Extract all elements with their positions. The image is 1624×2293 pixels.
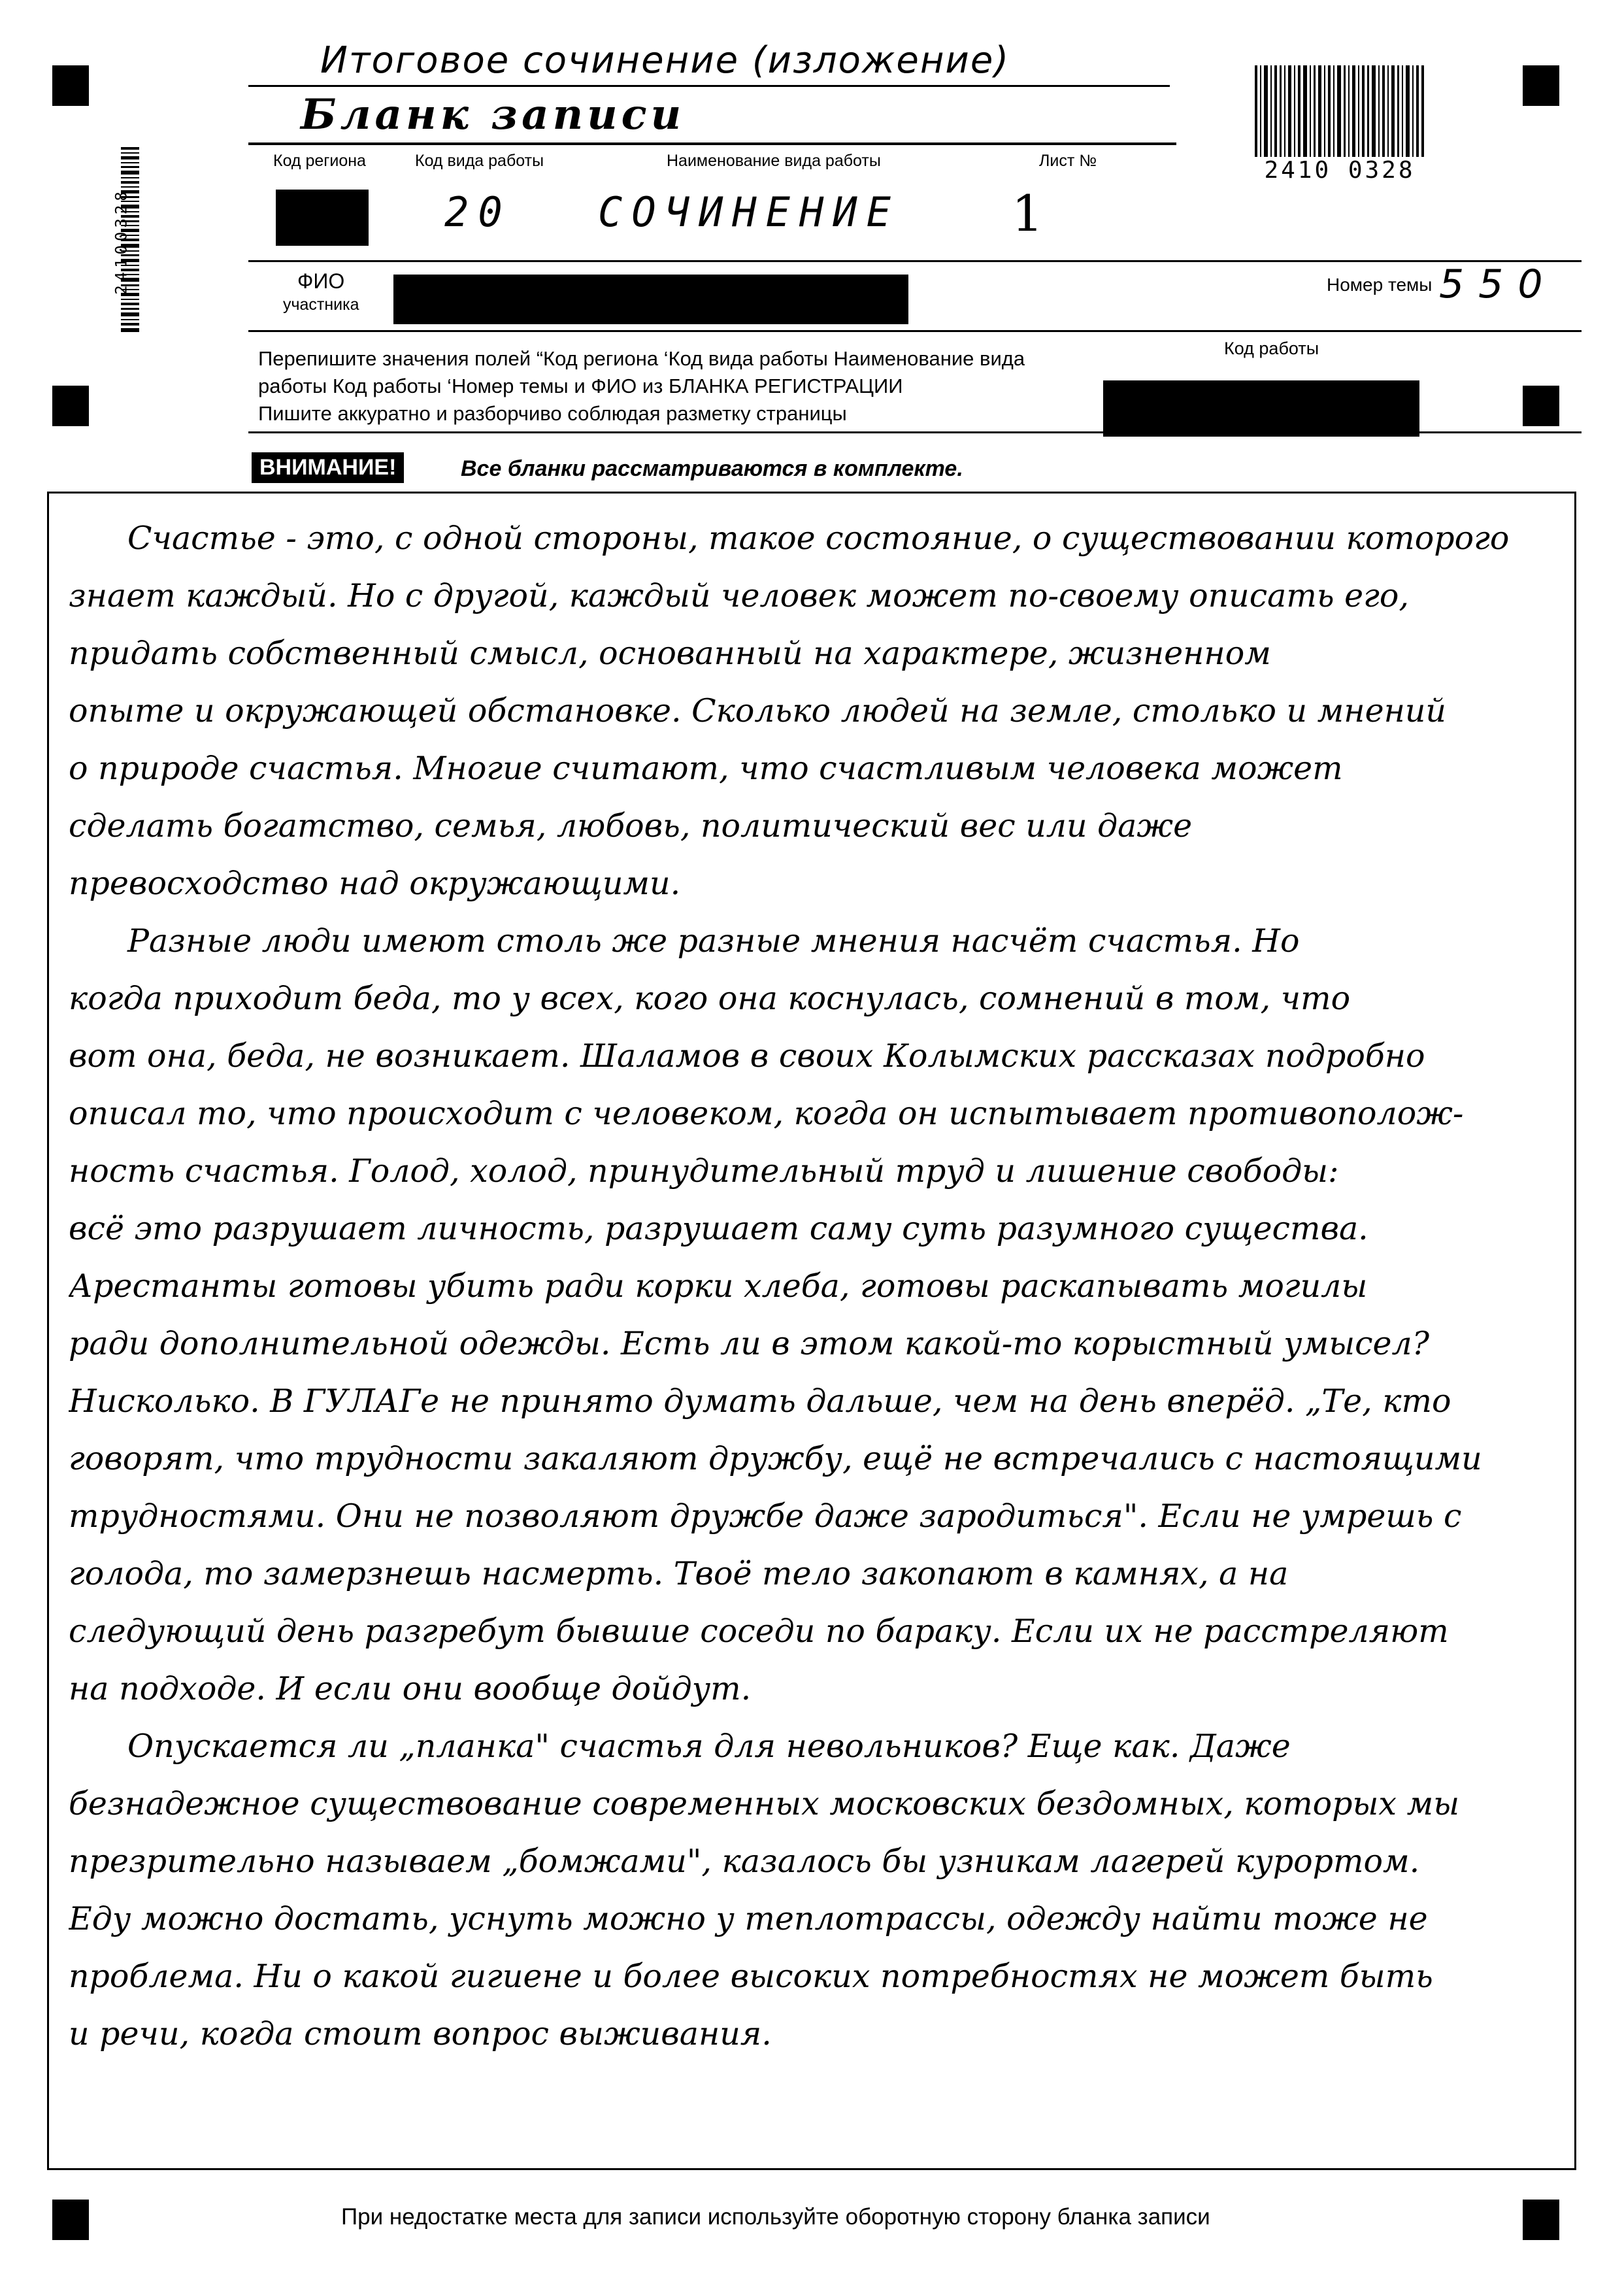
essay-line: следующий день разгребут бывшие соседи по бараку. Если их не расстреляют <box>69 1613 1449 1650</box>
work-type-name-value: СОЧИНЕНИЕ <box>598 188 900 236</box>
side-barcode <box>101 147 141 333</box>
essay-line: ради дополнительной одежды. Есть ли в этом какой-то корыстный умысел? <box>69 1325 1430 1362</box>
essay-line: трудностями. Они не позволяют дружбе даже зародиться". Если не умрешь с <box>69 1498 1462 1535</box>
work-type-code-value: 20 <box>444 188 512 236</box>
essay-line: проблема. Ни о какой гигиене и более высоких потребностях не может быть <box>69 1958 1433 1995</box>
essay-line: Опускается ли „планка" счастья для невольников? Еще как. Даже <box>127 1728 1291 1765</box>
label-sheet-no: Лист № <box>1039 152 1097 170</box>
label-work-type-name: Наименование вида работы <box>667 152 881 170</box>
side-barcode-number: 24100328 <box>112 188 131 295</box>
essay-line: опыте и окружающей обстановке. Сколько людей на земле, столько и мнений <box>69 692 1446 729</box>
instruction-line-1: Перепишите значения полей “Код региона ‘Код вида работы Наименование вида <box>258 347 1025 370</box>
essay-line: Еду можно достать, уснуть можно у теплотрассы, одежду найти тоже не <box>69 1900 1428 1937</box>
blank-title-underline <box>248 142 1176 145</box>
essay-line: Арестанты готовы убить ради корки хлеба, готовы раскапывать могилы <box>69 1267 1368 1305</box>
essay-line: превосходство над окружающими. <box>69 865 681 902</box>
fio-divider <box>248 330 1582 332</box>
essay-line: знает каждый. Но с другой, каждый человек может по-своему описать его, <box>69 577 1409 614</box>
essay-line: сделать богатство, семья, любовь, политический вес или даже <box>69 807 1193 845</box>
blank-title: Бланк записи <box>301 90 686 139</box>
topic-label: Номер темы <box>1327 275 1433 295</box>
title-divider <box>248 85 1170 87</box>
warning-badge: ВНИМАНИЕ! <box>252 452 404 483</box>
instructions <box>258 345 1025 427</box>
essay-line: Счастье - это, с одной стороны, такое состояние, о существовании которого <box>127 520 1510 557</box>
essay-line: Разные люди имеют столь же разные мнения насчёт счастья. Но <box>127 922 1300 960</box>
essay-line: о природе счастья. Многие считают, что счастливым человека может <box>69 750 1343 787</box>
essay-line: когда приходит беда, то у всех, кого она коснулась, сомнений в том, что <box>69 980 1351 1017</box>
instruction-line-3: Пишите аккуратно и разборчиво соблюдая разметку страницы <box>258 402 847 425</box>
work-code-label: Код работы <box>1224 339 1319 358</box>
essay-line: Нисколько. В ГУЛАГе не принято думать дальше, чем на день вперёд. „Те, кто <box>69 1382 1451 1420</box>
essay-line: голода, то замерзнешь насмерть. Твоё тело закопают в камнях, а на <box>69 1555 1289 1592</box>
fio-label: ФИО <box>297 269 345 293</box>
registration-mark-mid-left <box>52 386 89 426</box>
registration-mark-top-right <box>1523 65 1559 106</box>
essay-line: безнадежное существование современных московских бездомных, которых мы <box>69 1785 1460 1822</box>
header-divider <box>248 260 1582 262</box>
fio-sublabel: участника <box>283 295 359 314</box>
footer-note: При недостатке места для записи используйте оборотную сторону бланка записи <box>341 2204 1210 2230</box>
registration-mark-bottom-right <box>1523 2200 1559 2240</box>
fio-redacted <box>393 275 908 324</box>
essay-line: ность счастья. Голод, холод, принудительный труд и лишение свободы: <box>69 1152 1339 1190</box>
warning-text: Все бланки рассматриваются в комплекте. <box>461 456 963 481</box>
essay-line: придать собственный смысл, основанный на характере, жизненном <box>69 635 1271 672</box>
essay-line: и речи, когда стоит вопрос выживания. <box>69 2015 772 2052</box>
label-work-type-code: Код вида работы <box>415 152 544 170</box>
essay-line: презрительно называем „бомжами", казалось бы узникам лагерей курортом. <box>69 1843 1420 1880</box>
registration-mark-mid-right <box>1523 386 1559 426</box>
essay-line: на подходе. И если они вообще дойдут. <box>69 1670 752 1707</box>
top-barcode-number: 2410 0328 <box>1264 157 1416 184</box>
essay-line: описал то, что происходит с человеком, когда он испытывает противополож- <box>69 1095 1464 1132</box>
form-title: Итоговое сочинение (изложение) <box>320 39 1010 82</box>
label-region-code: Код региона <box>273 152 366 170</box>
registration-mark-bottom-left <box>52 2200 89 2240</box>
essay-box <box>47 492 1576 2170</box>
sheet-no-value: 1 <box>1012 184 1044 243</box>
registration-mark-top-left <box>52 65 89 106</box>
essay-line: всё это разрушает личность, разрушает саму суть разумного существа. <box>69 1210 1368 1247</box>
topic-value: 550 <box>1439 261 1557 307</box>
instructions-divider <box>248 431 1582 433</box>
region-code-redacted <box>276 190 369 246</box>
essay-line: вот она, беда, не возникает. Шаламов в своих Колымских рассказах подробно <box>69 1037 1425 1075</box>
instruction-line-2: работы Код работы ‘Номер темы и ФИО из БЛАНКА РЕГИСТРАЦИИ <box>258 375 903 397</box>
work-code-redacted <box>1103 380 1419 437</box>
top-barcode <box>1255 65 1425 183</box>
essay-line: говорят, что трудности закаляют дружбу, ещё не встречались с настоящими <box>69 1440 1482 1477</box>
